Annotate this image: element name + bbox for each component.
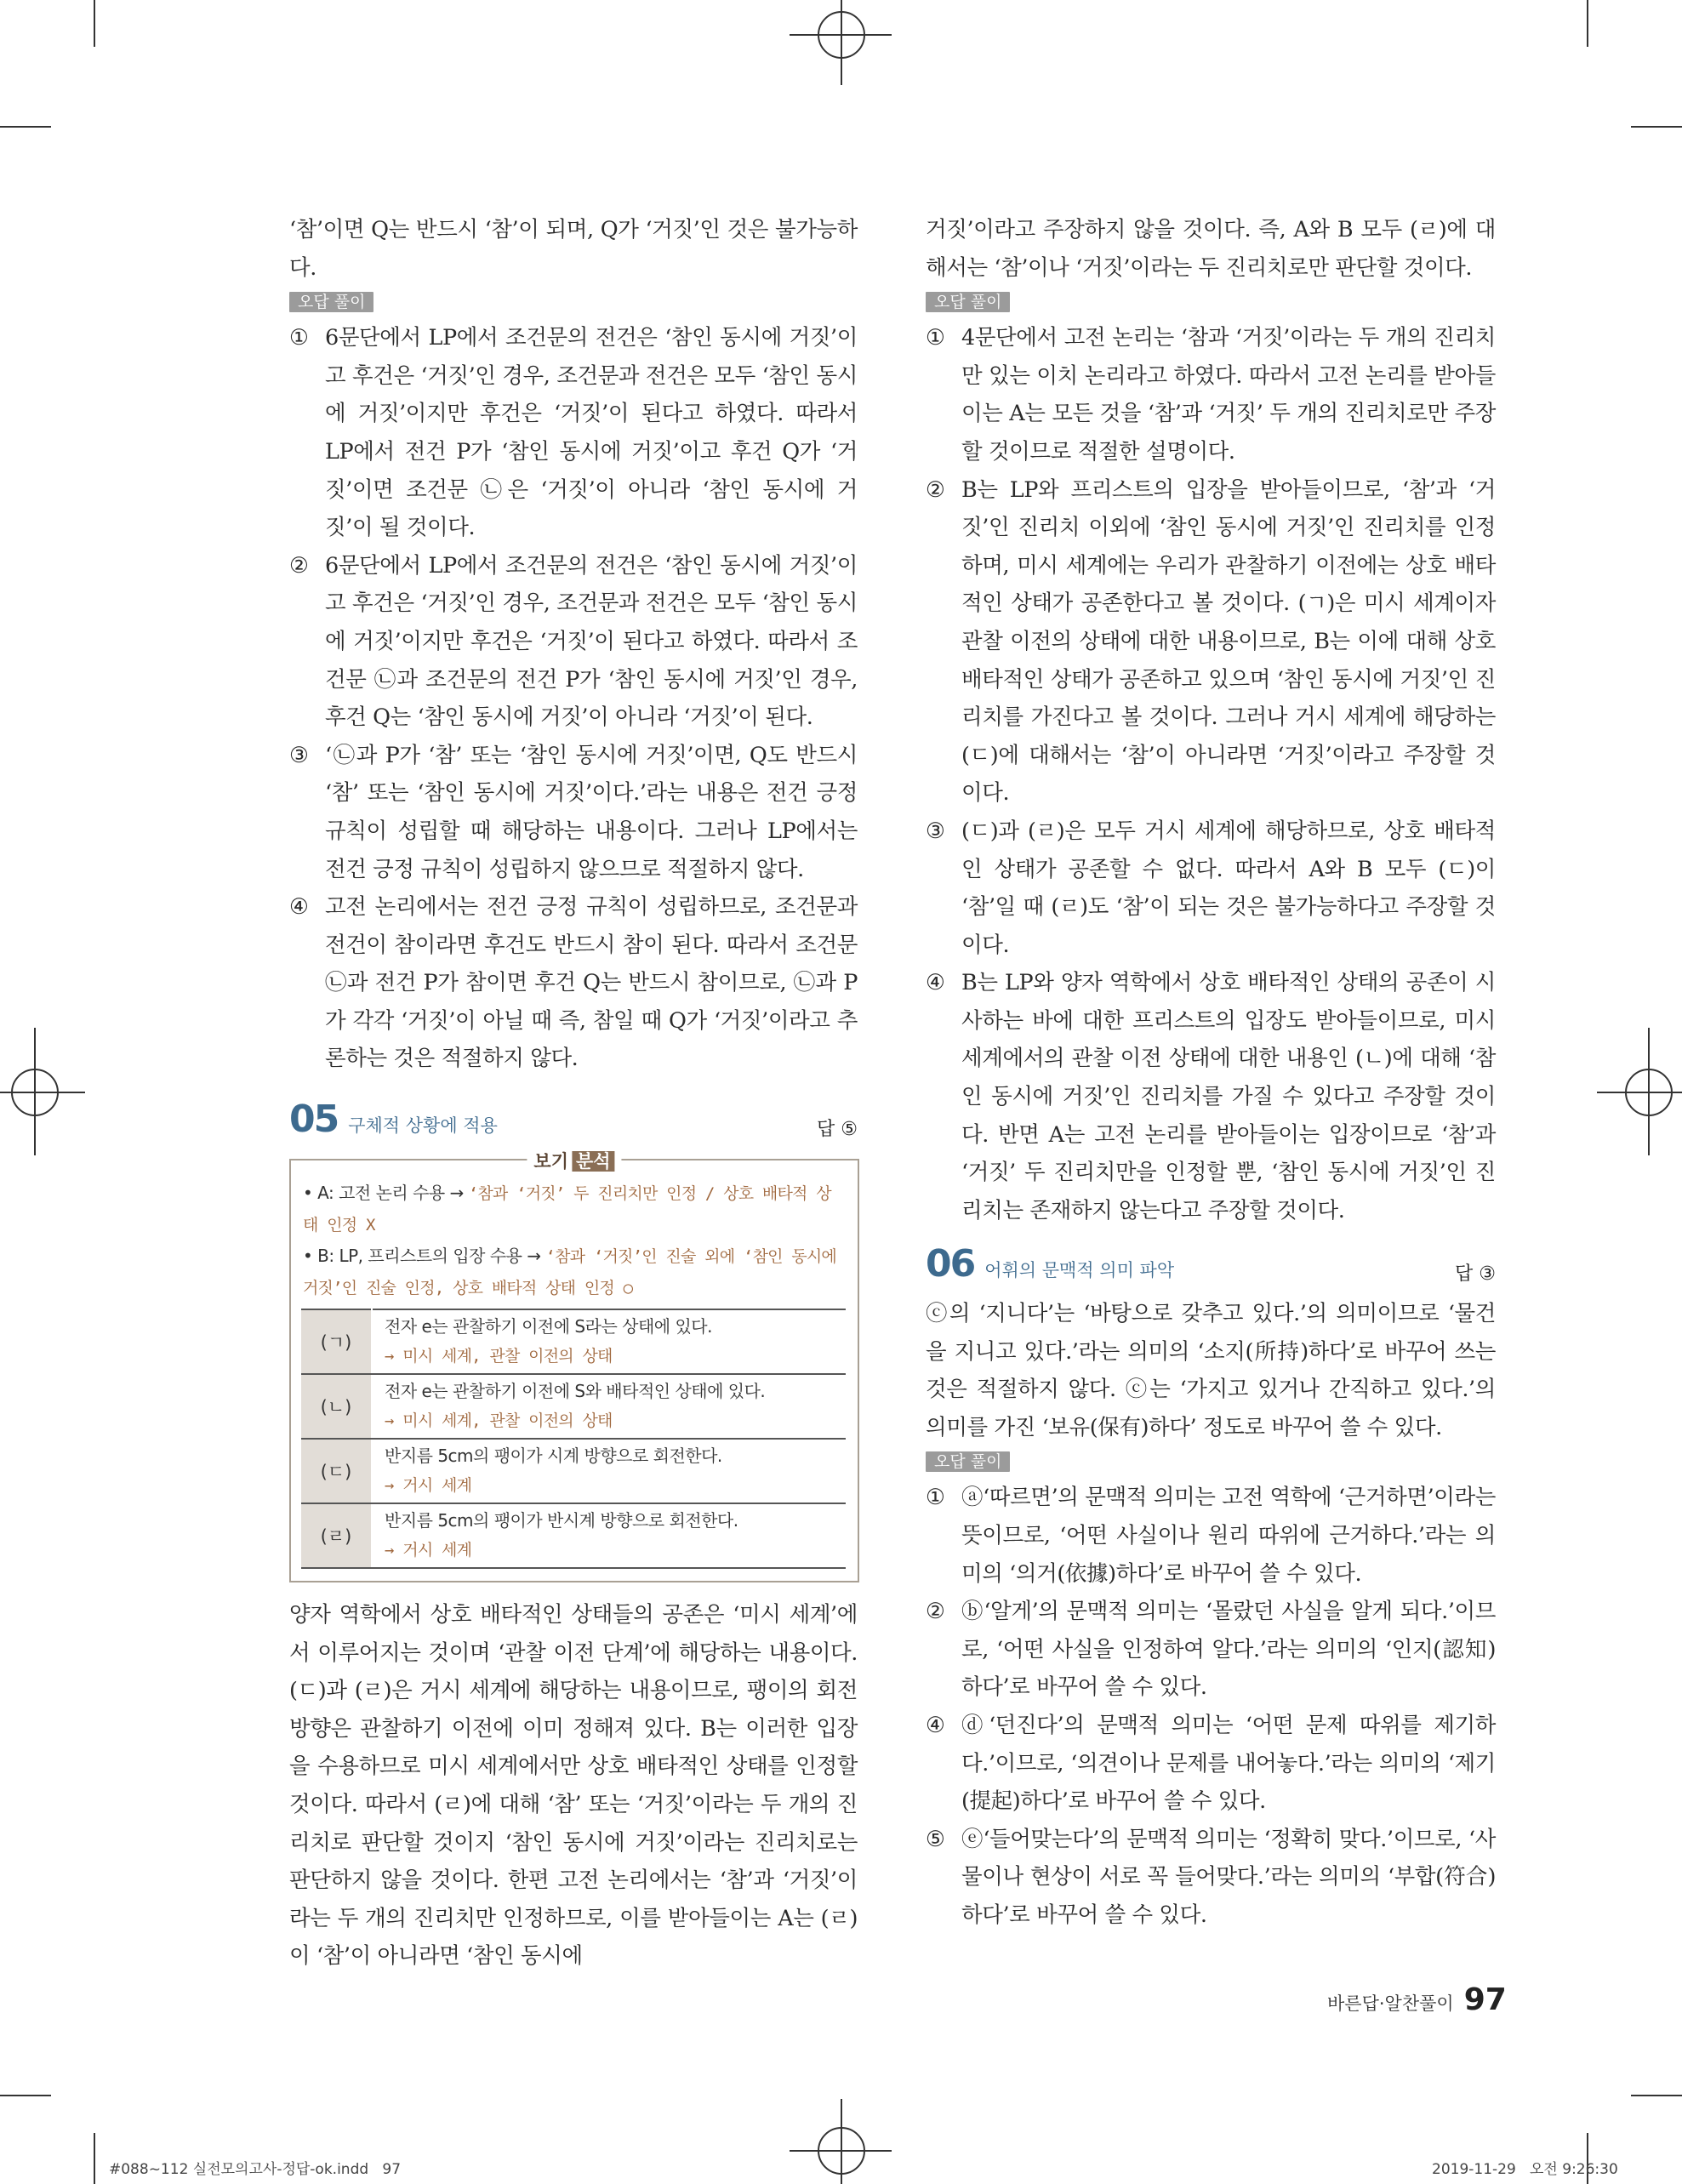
- list-item: ③ (ㄷ)과 (ㄹ)은 모두 거시 세계에 해당하므로, 상호 배타적인 상태가 공존할 수 없다. 따라서 A와 B 모두 (ㄷ)이 ‘참’일 때 (ㄹ)도 ‘참’이 되는 것은 불가능하다고 주장할 것이다.: [926, 818, 1496, 958]
- list-item: ③ ‘㉡과 P가 ‘참’ 또는 ‘참인 동시에 거짓’이면, Q도 반드시 ‘참’ 또는 ‘참인 동시에 거짓’이다.’라는 내용은 전건 긍정 규칙이 성립할 때 해당하는 내용이다. 그러나 LP에서는 전건 긍정 규칙이 성립하지 않으므로 적절하지 않다.: [289, 742, 858, 882]
- list-item: ② ⓑ‘알게’의 문맥적 의미는 ‘몰랐던 사실을 알게 되다.’이므로, ‘어떤 사실을 인정하여 알다.’라는 의미의 ‘인지(認知)하다’로 바꾸어 쓸 수 있다.: [926, 1599, 1496, 1701]
- left-after-box: [289, 1596, 858, 1976]
- list-item: ④ ⓓ‘던진다’의 문맥적 의미는 ‘어떤 문제 따위를 제기하다.’이므로, ‘의견이나 문제를 내어놓다.’라는 의미의 ‘제기(提起)하다’로 바꾸어 쓸 수 있다.: [926, 1712, 1496, 1815]
- list-item: ④ 고전 논리에서는 전건 긍정 규칙이 성립하므로, 조건문과 전건이 참이라면 후건도 반드시 참이 된다. 따라서 조건문 ㉡과 전건 P가 참이면 후건 Q는 반드시 참이므로, ㉡과 P가 각각 ‘거짓’이 아닐 때 즉, 참일 때 Q가 ‘거짓’이라고 추론하는 것은 적절하지 않다.: [289, 894, 858, 1072]
- section-05-answer: 답 ⑤: [817, 1119, 858, 1140]
- section-06-answer: 답 ③: [1455, 1263, 1496, 1285]
- section-06-item-list: [926, 1479, 1496, 1934]
- list-item: ② 6문단에서 LP에서 조건문의 전건은 ‘참인 동시에 거짓’이고 후건은 ‘거짓’인 경우, 조건문과 전건은 모두 ‘참인 동시에 거짓’이지만 후건은 ‘거짓’이 된다고 하였다. 따라서 조건문 ㉡과 조건문의 전건 P가 ‘참인 동시에 거짓’인 경우, 후건 Q는 ‘참인 동시에 거짓’이 아니라 ‘거짓’이 된다.: [289, 552, 858, 731]
- section-title: 어휘의 문맥적 의미 파악: [984, 1260, 1175, 1280]
- page-number: 97: [1463, 1982, 1507, 2017]
- right-column: [926, 211, 1496, 1229]
- left-intro: ‘참’이면 Q는 반드시 ‘참’이 되며, Q가 ‘거짓’인 것은 불가능하다.: [289, 217, 858, 281]
- wrong-answer-tag: 오답 풀이: [926, 1451, 1010, 1472]
- left-item-list: [289, 319, 858, 1078]
- table-row: (ㄴ) 전자 e는 관찰하기 이전에 S와 배타적인 상태에 있다. → 미시 세계, 관찰 이전의 상태: [301, 1374, 846, 1439]
- list-item: ② B는 LP와 프리스트의 입장을 받아들이므로, ‘참’과 ‘거짓’인 진리치 이외에 ‘참인 동시에 거짓’인 진리치를 인정하며, 미시 세계에는 우리가 관찰하기 이전에는 상호 배타적인 상태가 공존한다고 볼 것이다. (ㄱ)은 미시 세계이자 관찰 이전의 상태에 대한 내용이므로, B는 이에 대해 상호 배타적인 상태가 공존하고 있으며 ‘참인 동시에 거짓’인 진리치를 가진다고 볼 것이다. 그러나 거시 세계에 해당하는 (ㄷ)에 대해서는 ‘참’이 아니라면 ‘거짓’이라고 주장할 것이다.: [926, 476, 1496, 807]
- section-title: 구체적 상황에 적용: [348, 1115, 498, 1136]
- wrong-answer-tag: 오답 풀이: [926, 292, 1010, 312]
- list-item: ⑤ ⓔ‘들어맞는다’의 문맥적 의미는 ‘정확히 맞다.’이므로, ‘사물이나 현상이 서로 꼭 들어맞다.’라는 의미의 ‘부합(符合)하다’로 바꾸어 쓸 수 있다.: [926, 1826, 1496, 1928]
- page-footer: [1327, 1982, 1507, 2017]
- box-line-a: • A: 고전 논리 수용 → ‘참과 ‘거짓’ 두 진리치만 인정 / 상호 배타적 상태 인정 X: [303, 1183, 831, 1235]
- section-number: 05: [289, 1098, 339, 1141]
- section-05-header: [289, 1098, 498, 1141]
- file-info: #088~112 실전모의고사-정답-ok.indd 97: [109, 2161, 402, 2178]
- example-analysis-box: [289, 1151, 859, 1582]
- table-row: (ㄷ) 반지름 5cm의 팽이가 시계 방향으로 회전한다. → 거시 세계: [301, 1439, 846, 1503]
- box-title: 보기 분석: [527, 1148, 621, 1173]
- print-timestamp: 2019-11-29 오전 9:26:30: [1432, 2161, 1618, 2178]
- wrong-answer-tag: 오답 풀이: [289, 292, 373, 312]
- left-after-paragraph: 양자 역학에서 상호 배타적인 상태들의 공존은 ‘미시 세계’에서 이루어지는 것이며 ‘관찰 이전 단계’에 해당하는 내용이다. (ㄷ)과 (ㄹ)은 거시 세계에 해당하는 내용이므로, 팽이의 회전 방향은 관찰하기 이전에 이미 정해져 있다. B는 이러한 입장을 수용하므로 미시 세계에서만 상호 배타적인 상태를 인정할 것이다. 따라서 (ㄹ)에 대해 ‘참’ 또는 ‘거짓’이라는 두 개의 진리치로 판단할 것이지 ‘참인 동시에 거짓’이라는 진리치로는 판단하지 않을 것이다. 한편 고전 논리에서는 ‘참’과 ‘거짓’이라는 두 개의 진리치만 인정하므로, 이를 받아들이는 A는 (ㄹ)이 ‘참’이 아니라면 ‘참인 동시에: [289, 1602, 858, 1970]
- list-item: ④ B는 LP와 양자 역학에서 상호 배타적인 상태의 공존이 시사하는 바에 대한 프리스트의 입장도 받아들이므로, 미시 세계에서의 관찰 이전 상태에 대한 내용인 (ㄴ)에 대해 ‘참인 동시에 거짓’인 진리치를 가질 수 있다고 주장할 것이다. 반면 A는 고전 논리를 받아들이는 입장이므로 ‘참’과 ‘거짓’ 두 진리치만을 인정할 뿐, ‘참인 동시에 거짓’인 진리치는 존재하지 않는다고 주장할 것이다.: [926, 970, 1496, 1223]
- right-intro: 거짓’이라고 주장하지 않을 것이다. 즉, A와 B 모두 (ㄹ)에 대해서는 ‘참’이나 ‘거짓’이라는 두 진리치로만 판단할 것이다.: [926, 217, 1496, 281]
- proposition-table: [301, 1309, 846, 1569]
- section-number: 06: [926, 1242, 975, 1286]
- list-item: ① ⓐ‘따르면’의 문맥적 의미는 고전 역학에 ‘근거하면’이라는 뜻이므로, ‘어떤 사실이나 원리 따위에 근거하다.’라는 의미의 ‘의거(依據)하다’로 바꾸어 쓸 수 있다.: [926, 1485, 1496, 1587]
- section-06-body: [926, 1295, 1496, 1935]
- section-06-intro: ⓒ의 ‘지니다’는 ‘바탕으로 갖추고 있다.’의 의미이므로 ‘물건을 지니고 있다.’라는 의미의 ‘소지(所持)하다’로 바꾸어 쓰는 것은 적절하지 않다. ⓒ는 ‘가지고 있거나 간직하고 있다.’의 의미를 가진 ‘보유(保有)하다’ 정도로 바꾸어 쓸 수 있다.: [926, 1301, 1496, 1440]
- table-row: (ㄹ) 반지름 5cm의 팽이가 반시계 방향으로 회전한다. → 거시 세계: [301, 1503, 846, 1568]
- left-column: [289, 211, 858, 1078]
- list-item: ① 6문단에서 LP에서 조건문의 전건은 ‘참인 동시에 거짓’이고 후건은 ‘거짓’인 경우, 조건문과 전건은 모두 ‘참인 동시에 거짓’이지만 후건은 ‘거짓’이 된다고 하였다. 따라서 LP에서 전건 P가 ‘참인 동시에 거짓’이고 후건 Q가 ‘거짓’이면 조건문 ㉡은 ‘거짓’이 아니라 ‘참인 동시에 거짓’이 될 것이다.: [289, 325, 858, 541]
- right-item-list: [926, 319, 1496, 1229]
- box-line-b: • B: LP, 프리스트의 입장 수용 → ‘참과 ‘거짓’인 진술 외에 ‘참인 동시에 거짓’인 진술 인정, 상호 배타적 상태 인정 ○: [303, 1246, 836, 1297]
- page-label: 바른답·알찬풀이: [1327, 1993, 1454, 2014]
- table-row: (ㄱ) 전자 e는 관찰하기 이전에 S라는 상태에 있다. → 미시 세계, 관찰 이전의 상태: [301, 1309, 846, 1374]
- section-06-header: [926, 1242, 1174, 1286]
- list-item: ① 4문단에서 고전 논리는 ‘참과 ‘거짓’이라는 두 개의 진리치만 있는 이치 논리라고 하였다. 따라서 고전 논리를 받아들이는 A는 모든 것을 ‘참’과 ‘거짓’ 두 개의 진리치로만 주장할 것이므로 적절한 설명이다.: [926, 325, 1496, 465]
